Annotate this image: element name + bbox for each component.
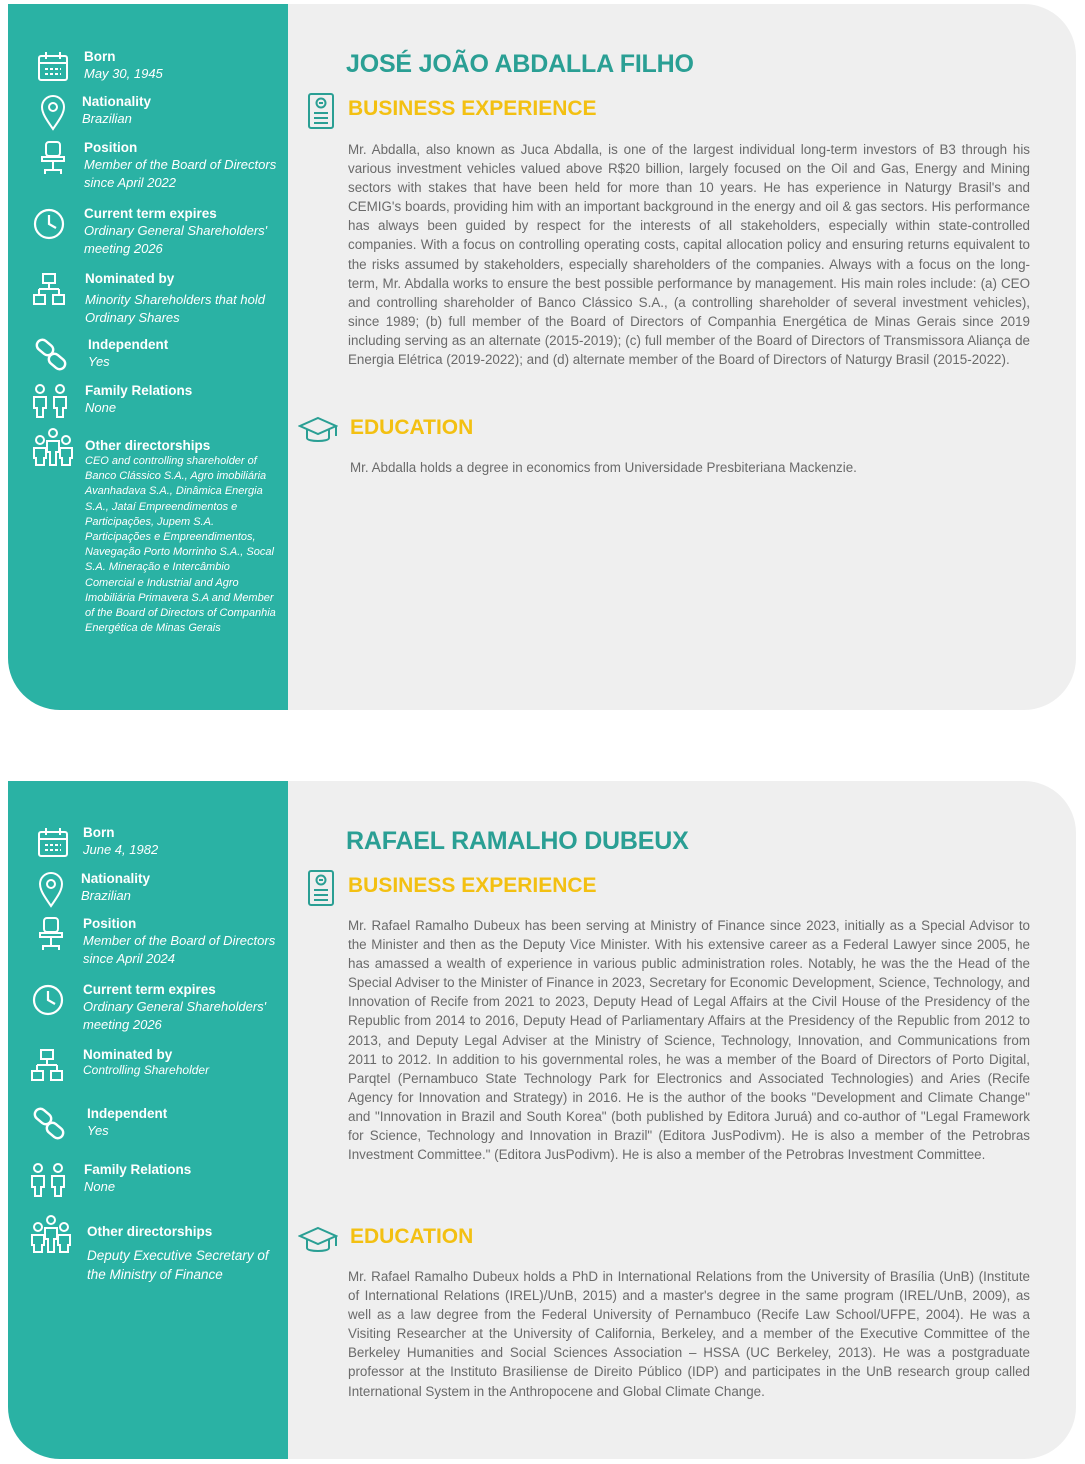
born-value: May 30, 1945: [84, 66, 163, 81]
clock-icon: [32, 205, 66, 243]
family-people-icon: [30, 382, 70, 420]
born-label: Born: [83, 825, 115, 840]
family-value: None: [85, 400, 117, 415]
family-label: Family Relations: [85, 383, 193, 398]
business-experience-text: Mr. Rafael Ramalho Dubeux has been serving at Ministry of Finance since 2023, initially as a Special Advisor to the Minister and then as the Deputy Vice Minister. With his extensive career as a Federal Lawyer since 2005, he has amassed a wealth of experience in various public administration roles. Notably, he was the the Head of the Special Adviser to the Minister of Finance in 2023, Secretary for Economic Development, Science, Technology, and Innovation of Recife from 2021 to 2023, Deputy Head of Legal Affairs at the Civil House of the Presidency of the Republic from 2014 to 2016, Deputy Head of Parliamentary Affairs at the Presidency of the Republic from 2012 to 2013, and Deputy Legal Adviser at the Ministry of Science, Technology, Innovation, and Communications from 2011 to 2012. In addition to his governmental roles, he was a member of the Board of Directors of Porto Digital, Parqtel (Pernambuco State Technology Park for Electronics and Associated Technologies) and Aries (Recife Agency for Innovation and Strategy) in 2016. He is the author of the books "Development and Climate Change" and "Innovation in Brazil and South Korea" (both published by Editora Juruá) and co-author of "Legal Framework for Science, Technology and Innovation in Brazil" (Editora JusPodivm). He is also a member of the Petrobras Investment Committee." (Editora JusPodivm). He is also a member of the Petrobras Investment Committee.: [348, 918, 1030, 1163]
education-text: Mr. Rafael Ramalho Dubeux holds a PhD in International Relations from the University of Brasília (UnB) (Institute of International Relations (IREL)/UnB, 2015) and a master's degree in the same program (IREL/UnB, 2009), as well as a law degree from the Federal University of Pernambuco (Recife Law School/UFPE, 2004). He was a Visiting Researcher at the University of California, Berkeley, and a member of the Executive Committee of the Berkeley Humanities and Social Sciences Association – HSSA (UC Berkeley, 2013). He was a postgraduate professor at the Instituto Brasiliense de Direito Público (IDP) and participates in the UnB research group called International System in the Anthropocene and Global Climate Change.: [348, 1269, 1030, 1399]
education-title: EDUCATION: [350, 1225, 474, 1248]
location-pin-icon: [36, 93, 70, 131]
independent-label: Independent: [87, 1106, 168, 1121]
graduation-cap-icon: [298, 1225, 338, 1257]
born-label: Born: [84, 49, 116, 64]
other-directorships-value: CEO and controlling shareholder of Banco Clássico S.A., Agro imobiliária Avanhadava S.A., Dinâmica Energia S.A., Jataí Empreendimentos e Participações, Jupem S.A. Participações e Empreendimentos, Navegação Porto Morrinho S.A., Socal S.A. Mineração e Intercâmbio Comercial e Industrial and Agro Imobiliária Primavera S.A and Member of the Board of Directors of Companhia Energética de Minas Gerais: [85, 455, 276, 635]
family-label: Family Relations: [84, 1162, 192, 1177]
calendar-icon: [36, 824, 70, 862]
education-title: EDUCATION: [350, 416, 474, 439]
link-icon: [34, 336, 68, 374]
group-people-icon: [32, 428, 74, 468]
other-directorships-label: Other directorships: [85, 438, 211, 453]
position-value: Member of the Board of Directors since April 2024: [83, 933, 276, 966]
nominated-value: Minority Shareholders that hold Ordinary Shares: [85, 292, 265, 325]
graduation-cap-icon: [298, 415, 338, 447]
profile-main: [288, 4, 1076, 710]
office-chair-icon: [36, 139, 70, 177]
business-experience-title: BUSINESS EXPERIENCE: [348, 874, 597, 897]
independent-value: Yes: [87, 1123, 109, 1138]
term-label: Current term expires: [84, 206, 217, 221]
business-experience-text: Mr. Abdalla, also known as Juca Abdalla, is one of the largest individual long-term investors of B3 through his various investment vehicles valued above R$20 billion, largely focused on the Oil and Gas, Energy and Mining sectors with stakes that have been held for more than 10 years. He has experience in Naturgy Brasil's and CEMIG's boards, providing him with an important background in the energy and oil & gas sectors. His performance has always been guided by respect for the interests of all stakeholders, especially within state-controlled companies. With a focus on controlling operating costs, capital allocation policy and ensuring returns equivalent to the risks assumed by stakeholders, especially shareholders of the companies. Always with a focus on the long-term, Mr. Abdalla works to ensure the best possible performance by management. His main roles include: (a) CEO and controlling shareholder of Banco Clássico S.A., (a controlling shareholder of several investment vehicles), since 1989; (b) full member of the Board of Directors of Companhia Energética de Minas Gerais since 2019 including serving as an alternate (2015-2019); (c) full member of the Board of Directors of Transmissora Aliança de Energia Elétrica (2019-2022); and (d) alternate member of the Board of Directors of Naturgy Brasil (2015-2022).: [348, 142, 1030, 368]
person-name: JOSÉ JOÃO ABDALLA FILHO: [346, 50, 694, 78]
person-name: RAFAEL RAMALHO DUBEUX: [346, 827, 689, 855]
nominated-label: Nominated by: [83, 1047, 173, 1062]
family-people-icon: [28, 1161, 68, 1199]
org-chart-icon: [30, 1046, 64, 1084]
nationality-value: Brazilian: [82, 111, 132, 126]
profile-card-dubeux: [8, 781, 1076, 1459]
term-value: Ordinary General Shareholders' meeting 2026: [83, 999, 267, 1032]
other-directorships-value: Deputy Executive Secretary of the Ministry of Finance: [87, 1248, 269, 1282]
born-value: June 4, 1982: [83, 842, 159, 857]
position-label: Position: [84, 140, 138, 155]
nationality-label: Nationality: [82, 94, 152, 109]
business-experience-title: BUSINESS EXPERIENCE: [348, 97, 597, 120]
group-people-icon: [30, 1215, 72, 1255]
location-pin-icon: [34, 870, 68, 908]
profile-card-abdalla: [8, 4, 1076, 710]
profile-main: [288, 781, 1076, 1459]
profile-sidebar: [8, 4, 288, 710]
nominated-label: Nominated by: [85, 271, 175, 286]
family-value: None: [84, 1179, 116, 1194]
office-chair-icon: [34, 915, 68, 953]
org-chart-icon: [32, 270, 66, 308]
link-icon: [32, 1105, 66, 1143]
other-directorships-label: Other directorships: [87, 1224, 213, 1239]
position-value: Member of the Board of Directors since April 2022: [84, 157, 277, 190]
term-value: Ordinary General Shareholders' meeting 2026: [84, 223, 268, 256]
resume-document-icon: [306, 869, 336, 907]
nationality-value: Brazilian: [81, 888, 131, 903]
independent-value: Yes: [88, 354, 110, 369]
position-label: Position: [83, 916, 137, 931]
nationality-label: Nationality: [81, 871, 151, 886]
independent-label: Independent: [88, 337, 169, 352]
nominated-value: Controlling Shareholder: [83, 1063, 210, 1077]
profile-sidebar: [8, 781, 288, 1459]
clock-icon: [31, 981, 65, 1019]
education-text: Mr. Abdalla holds a degree in economics from Universidade Presbiteriana Mackenzie.: [350, 460, 857, 475]
resume-document-icon: [306, 92, 336, 130]
calendar-icon: [36, 48, 70, 86]
term-label: Current term expires: [83, 982, 216, 997]
